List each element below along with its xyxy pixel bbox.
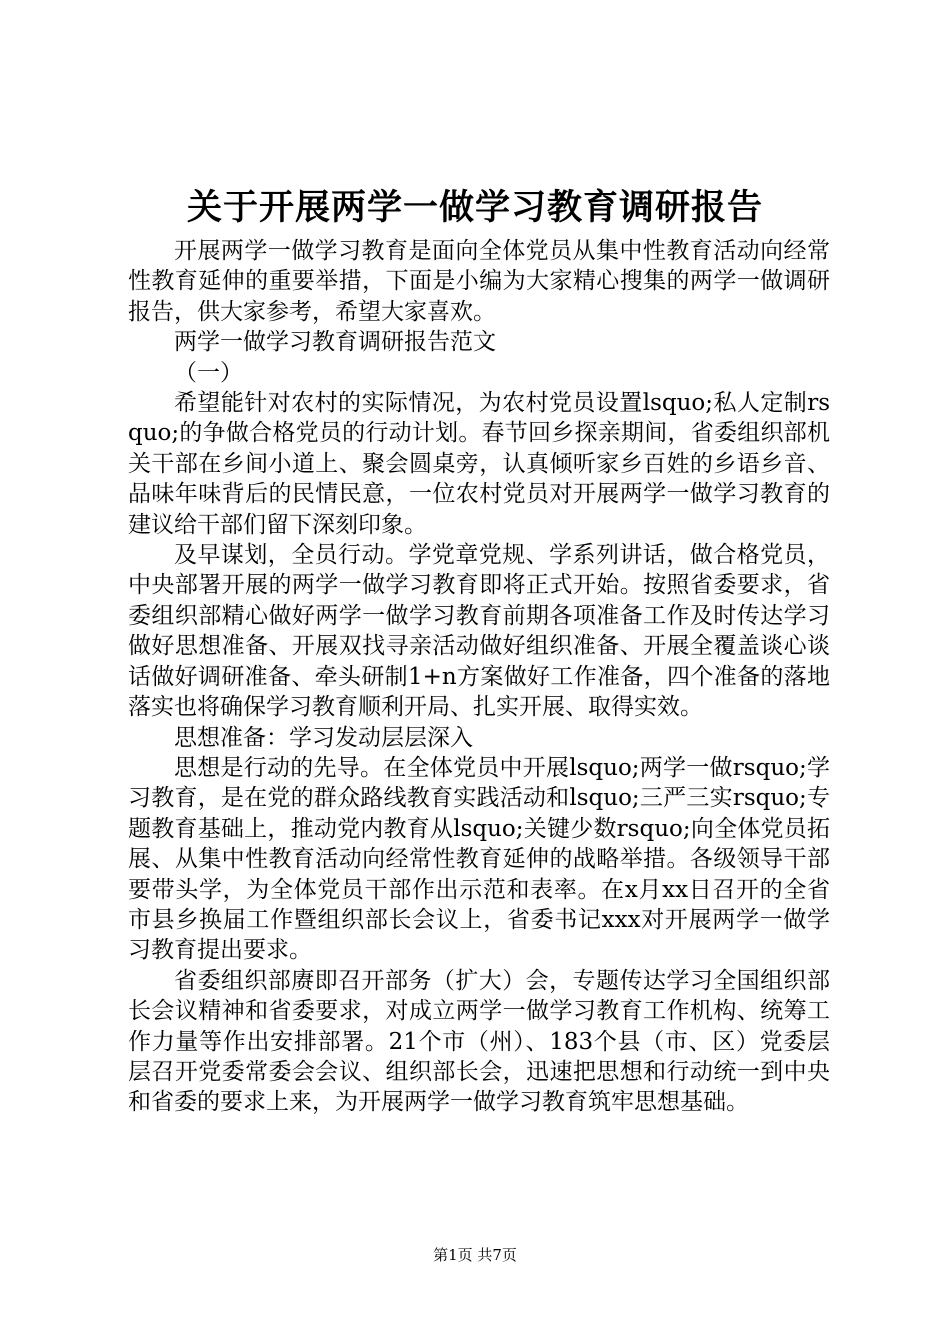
document-title: 关于开展两学一做学习教育调研报告 <box>186 187 763 228</box>
paragraph: 希望能针对农村的实际情况，为农村党员设置lsquo;私人定制rsquo;的争做合格党员的行动计划。春节回乡探亲期间，省委组织部机关干部在乡间小道上、聚会圆桌旁，认真倾听家乡百姓的乡语乡音、品味年味背后的民情民意，一位农村党员对开展两学一做学习教育的建议给干部们留下深刻印象。 <box>128 390 830 538</box>
paragraph: 及早谋划，全员行动。学党章党规、学系列讲话，做合格党员，中央部署开展的两学一做学习教育即将正式开始。按照省委要求，省委组织部精心做好两学一做学习教育前期各项准备工作及时传达学习做好思想准备、开展双找寻亲活动做好组织准备、开展全覆盖谈心谈话做好调研准备、牵头研制1+n方案做好工作准备，四个准备的落地落实也将确保学习教育顺利开局、扎实开展、取得实效。 <box>128 542 830 721</box>
page-footer: 第1页 共7页 <box>433 1246 517 1264</box>
paragraph: 思想是行动的先导。在全体党员中开展lsquo;两学一做rsquo;学习教育，是在党的群众路线教育实践活动和lsquo;三严三实rsquo;专题教育基础上，推动党内教育从lsquo;关键少数rsquo;向全体党员拓展、从集中性教育活动向经常性教育延伸的战略举措。各级领导干部要带头学，为全体党员干部作出示范和表率。在x月xx日召开的全省市县乡换届工作暨组织部长会议上，省委书记xxx对开展两学一做学习教育提出要求。 <box>128 754 830 964</box>
paragraph: 省委组织部赓即召开部务（扩大）会，专题传达学习全国组织部长会议精神和省委要求，对成立两学一做学习教育工作机构、统筹工作力量等作出安排部署。21个市（州）、183个县（市、区）党委层层召开党委常委会会议、组织部长会，迅速把思想和行动统一到中央和省委的要求上来，为开展两学一做学习教育筑牢思想基础。 <box>128 967 830 1116</box>
subheading: 思想准备：学习发动层层深入 <box>174 724 473 751</box>
section-number: （一） <box>174 359 243 386</box>
section-heading: 两学一做学习教育调研报告范文 <box>174 329 496 356</box>
document-body <box>128 236 830 1118</box>
paragraph-intro: 开展两学一做学习教育是面向全体党员从集中性教育活动向经常性教育延伸的重要举措，下面是小编为大家精心搜集的两学一做调研报告，供大家参考，希望大家喜欢。 <box>128 238 830 325</box>
